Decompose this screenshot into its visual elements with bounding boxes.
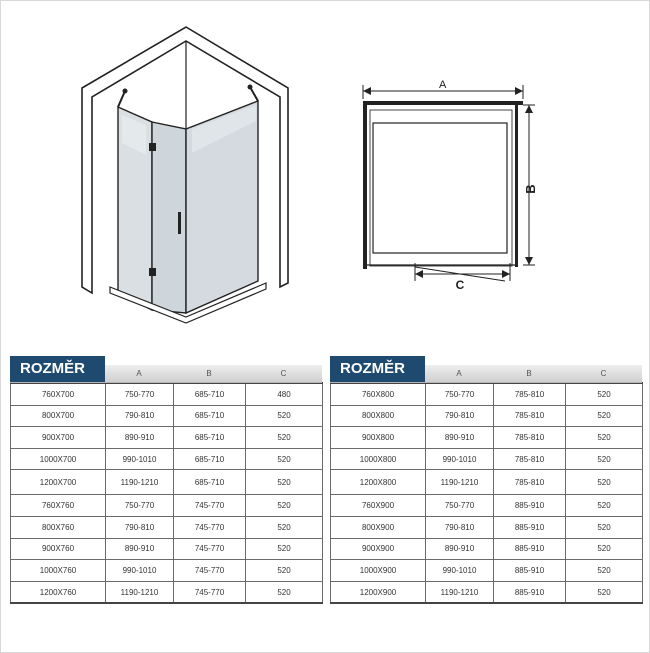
a-cell: 890-910 (426, 427, 494, 449)
b-cell: 685-710 (174, 470, 246, 495)
table-row (331, 581, 643, 603)
size-cell: 800X760 (11, 516, 106, 538)
c-cell: 520 (246, 470, 323, 495)
table-row (331, 495, 643, 517)
column-header-c: C (280, 369, 287, 378)
table-row (331, 470, 643, 495)
size-cell: 900X700 (11, 427, 106, 449)
table-row (331, 383, 643, 405)
size-table-right (330, 356, 642, 604)
table-row (331, 448, 643, 470)
b-cell: 685-710 (174, 427, 246, 449)
a-cell: 750-770 (426, 383, 494, 405)
size-cell: 1000X900 (331, 560, 426, 582)
table-row (331, 427, 643, 449)
table-row (11, 581, 323, 603)
a-cell: 890-910 (106, 427, 174, 449)
c-cell: 520 (566, 383, 643, 405)
a-cell: 890-910 (106, 538, 174, 560)
a-cell: 990-1010 (426, 448, 494, 470)
a-cell: 790-810 (426, 516, 494, 538)
a-cell: 750-770 (426, 495, 494, 517)
table-row (331, 516, 643, 538)
b-cell: 785-810 (494, 383, 566, 405)
b-cell: 745-770 (174, 538, 246, 560)
a-cell: 890-910 (426, 538, 494, 560)
size-cell: 900X900 (331, 538, 426, 560)
a-cell: 1190-1210 (106, 581, 174, 603)
c-cell: 520 (566, 495, 643, 517)
b-cell: 785-810 (494, 448, 566, 470)
b-cell: 885-910 (494, 495, 566, 517)
c-cell: 520 (246, 538, 323, 560)
size-cell: 760X700 (11, 383, 106, 405)
a-cell: 790-810 (106, 516, 174, 538)
size-cell: 760X800 (331, 383, 426, 405)
table-row (331, 405, 643, 427)
a-cell: 1190-1210 (426, 581, 494, 603)
table-row (11, 427, 323, 449)
b-cell: 745-770 (174, 560, 246, 582)
b-cell: 785-810 (494, 405, 566, 427)
table-row (11, 405, 323, 427)
table-row (11, 516, 323, 538)
size-cell: 900X760 (11, 538, 106, 560)
a-cell: 750-770 (106, 495, 174, 517)
c-cell: 480 (246, 383, 323, 405)
a-cell: 790-810 (106, 405, 174, 427)
b-cell: 885-910 (494, 516, 566, 538)
c-cell: 520 (246, 448, 323, 470)
column-header-c: C (600, 369, 607, 378)
column-header-a: A (136, 369, 142, 378)
b-cell: 885-910 (494, 538, 566, 560)
c-cell: 520 (566, 470, 643, 495)
c-cell: 520 (566, 581, 643, 603)
table-title: ROZMĚR (330, 356, 425, 382)
table-header (330, 356, 642, 382)
b-cell: 885-910 (494, 560, 566, 582)
size-grid (10, 382, 323, 604)
size-cell: 1200X800 (331, 470, 426, 495)
table-row (11, 538, 323, 560)
table-row (331, 538, 643, 560)
c-cell: 520 (246, 495, 323, 517)
size-cell: 1200X900 (331, 581, 426, 603)
size-cell: 1000X760 (11, 560, 106, 582)
c-cell: 520 (566, 427, 643, 449)
b-cell: 685-710 (174, 383, 246, 405)
a-cell: 990-1010 (106, 448, 174, 470)
b-cell: 785-810 (494, 470, 566, 495)
size-table-left (10, 356, 322, 604)
b-cell: 745-770 (174, 581, 246, 603)
a-cell: 1190-1210 (106, 470, 174, 495)
b-cell: 745-770 (174, 516, 246, 538)
a-cell: 1190-1210 (426, 470, 494, 495)
size-cell: 1200X700 (11, 470, 106, 495)
size-cell: 800X900 (331, 516, 426, 538)
label-b: B (523, 184, 538, 194)
b-cell: 685-710 (174, 448, 246, 470)
c-cell: 520 (566, 405, 643, 427)
size-cell: 800X800 (331, 405, 426, 427)
table-header (10, 356, 322, 382)
a-cell: 790-810 (426, 405, 494, 427)
a-cell: 990-1010 (106, 560, 174, 582)
table-row (11, 383, 323, 405)
b-cell: 785-810 (494, 427, 566, 449)
table-row (11, 470, 323, 495)
table-row (331, 560, 643, 582)
size-cell: 900X800 (331, 427, 426, 449)
shower-enclosure-illustration (80, 25, 290, 330)
size-cell: 1200X760 (11, 581, 106, 603)
size-cell: 800X700 (11, 405, 106, 427)
size-grid (330, 382, 643, 604)
b-cell: 745-770 (174, 495, 246, 517)
column-header-a: A (456, 369, 462, 378)
table-row (11, 560, 323, 582)
c-cell: 520 (566, 448, 643, 470)
label-a: A (439, 79, 447, 91)
c-cell: 520 (246, 581, 323, 603)
dimension-diagram (345, 75, 555, 295)
c-cell: 520 (246, 516, 323, 538)
column-header-b: B (526, 369, 532, 378)
c-cell: 520 (566, 538, 643, 560)
c-cell: 520 (246, 427, 323, 449)
a-cell: 990-1010 (426, 560, 494, 582)
label-c: C (455, 278, 465, 292)
c-cell: 520 (566, 516, 643, 538)
table-row (11, 448, 323, 470)
column-header-b: B (206, 369, 212, 378)
c-cell: 520 (246, 560, 323, 582)
table-row (11, 495, 323, 517)
size-cell: 1000X700 (11, 448, 106, 470)
c-cell: 520 (566, 560, 643, 582)
size-cell: 1000X800 (331, 448, 426, 470)
size-cell: 760X900 (331, 495, 426, 517)
table-title: ROZMĚR (10, 356, 105, 382)
b-cell: 885-910 (494, 581, 566, 603)
c-cell: 520 (246, 405, 323, 427)
b-cell: 685-710 (174, 405, 246, 427)
size-cell: 760X760 (11, 495, 106, 517)
a-cell: 750-770 (106, 383, 174, 405)
